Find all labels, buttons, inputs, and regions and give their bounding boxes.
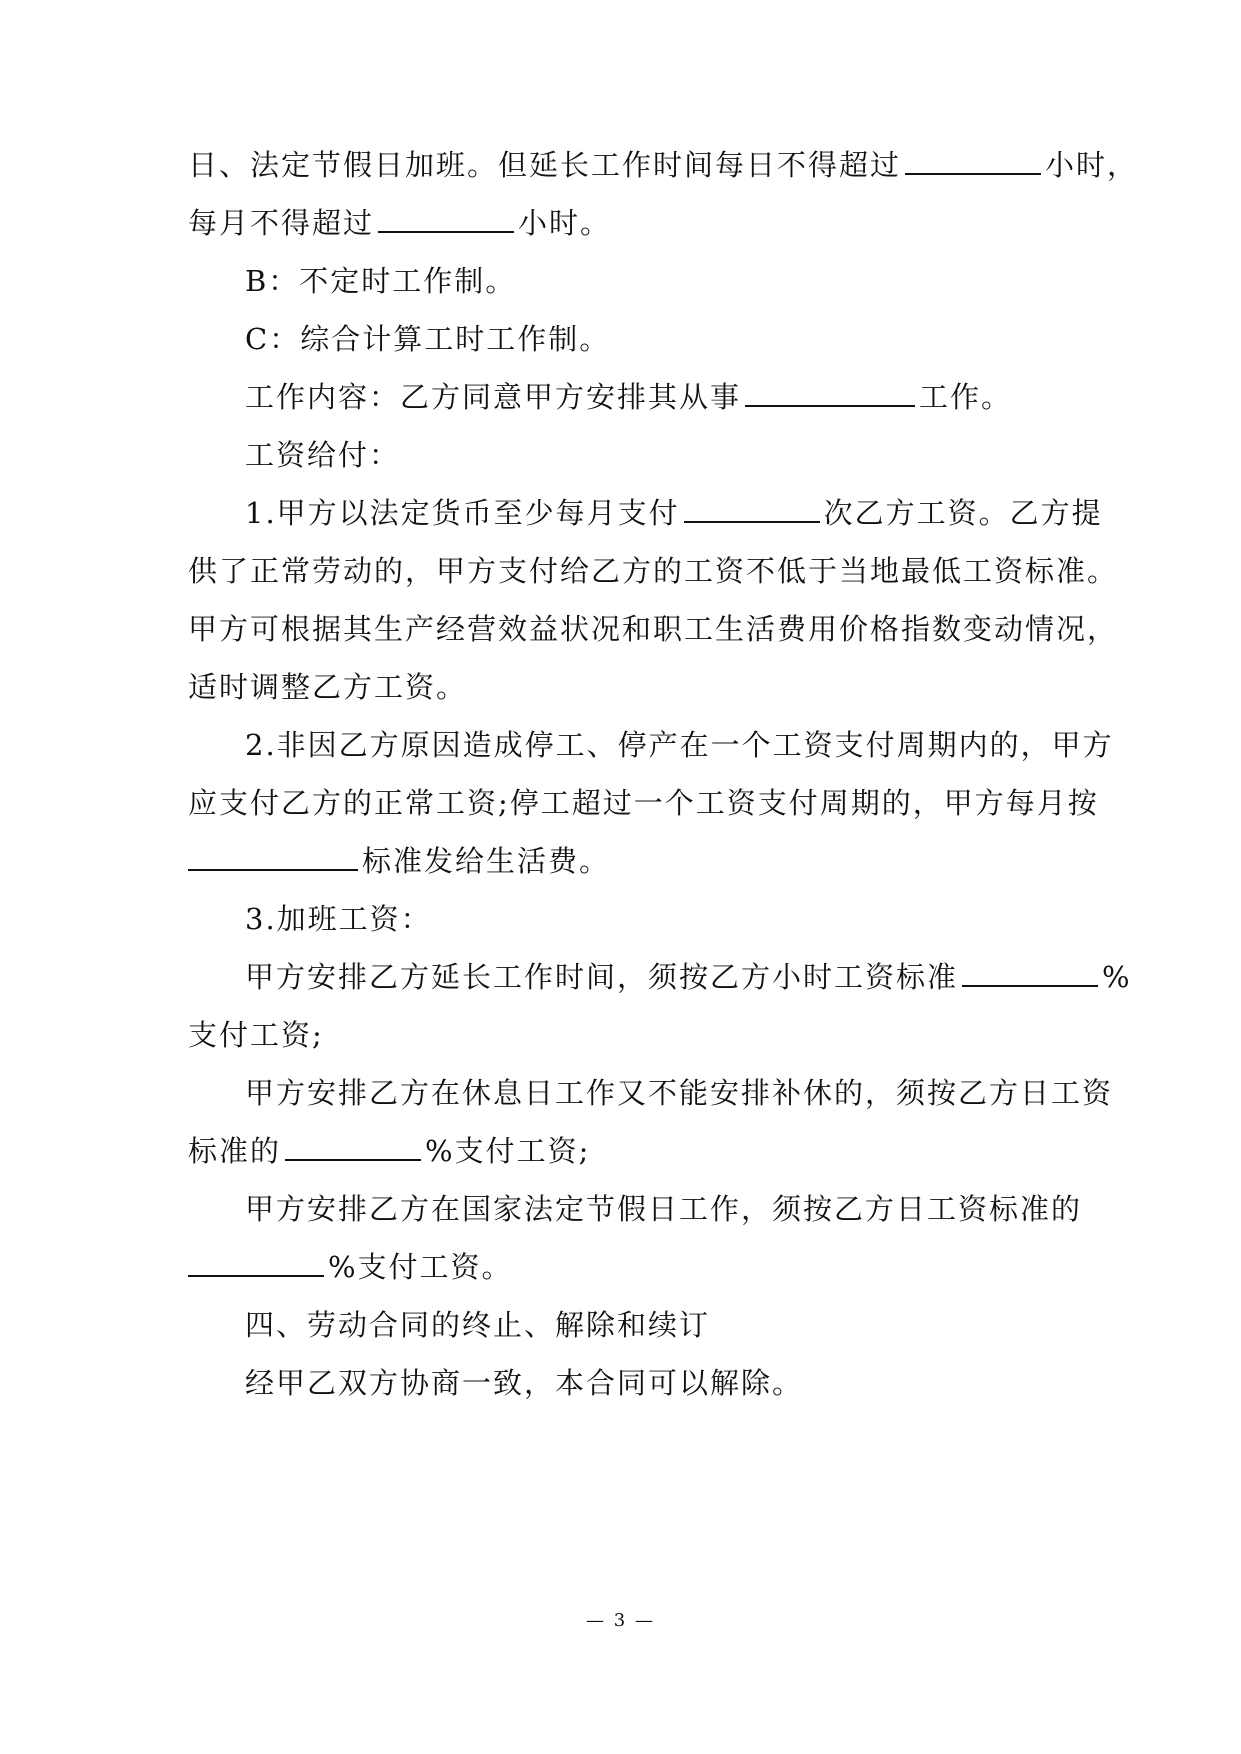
text-segment: B：不定时工作制。	[245, 264, 517, 298]
text-segment: 甲方安排乙方在休息日工作又不能安排补休的，须按乙方日工资	[245, 1076, 1114, 1110]
text-segment: 小时。	[518, 206, 612, 240]
text-segment: %	[1102, 960, 1132, 994]
text-segment: %支付工资。	[328, 1250, 513, 1284]
text-segment: 日、法定节假日加班。但延长工作时间每日不得超过	[188, 148, 902, 182]
text-segment: 甲方安排乙方在国家法定节假日工作，须按乙方日工资标准的	[245, 1192, 1083, 1226]
text-segment: 适时调整乙方工资。	[188, 670, 468, 704]
section-heading: 四、劳动合同的终止、解除和续订	[245, 1308, 711, 1342]
text-line	[188, 203, 611, 243]
text-segment: C：综合计算工时工作制。	[245, 322, 611, 356]
text-segment: 次乙方工资。乙方提	[823, 496, 1103, 530]
text-line	[188, 1247, 513, 1287]
text-segment: 1.甲方以法定货币至少每月支付	[245, 496, 680, 530]
text-line	[188, 1131, 590, 1171]
fill-in-blank	[285, 1131, 421, 1161]
fill-in-blank	[905, 145, 1041, 175]
text-segment: %支付工资;	[425, 1134, 591, 1168]
text-line	[245, 1363, 803, 1403]
text-segment: 小时，	[1045, 148, 1139, 182]
text-segment: 2.非因乙方原因造成停工、停产在一个工资支付周期内的，甲方	[245, 728, 1114, 762]
fill-in-blank	[684, 493, 820, 523]
text-segment: 标准发给生活费。	[362, 844, 611, 878]
text-segment: 供了正常劳动的，甲方支付给乙方的工资不低于当地最低工资标准。	[188, 554, 1119, 588]
text-line	[245, 899, 432, 939]
text-line	[245, 1189, 1082, 1229]
text-segment: 标准的	[188, 1134, 282, 1168]
page-number: — 3 —	[586, 1610, 655, 1631]
text-line	[245, 377, 1012, 417]
text-segment: 每月不得超过	[188, 206, 375, 240]
text-segment: 支付工资;	[188, 1018, 324, 1052]
section-heading: 3.加班工资：	[245, 902, 432, 936]
text-line	[188, 609, 1118, 649]
text-segment: 应支付乙方的正常工资;停工超过一个工资支付周期的，甲方每月按	[188, 786, 1099, 820]
section-heading: 工资给付：	[245, 438, 401, 472]
text-line	[245, 435, 400, 475]
text-line	[245, 493, 1103, 533]
text-segment: 工作内容：乙方同意甲方安排其从事	[245, 380, 742, 414]
text-segment: 甲方可根据其生产经营效益状况和职工生活费用价格指数变动情况，	[188, 612, 1119, 646]
text-line	[188, 145, 1138, 185]
fill-in-blank	[188, 1247, 324, 1277]
text-line	[188, 667, 467, 707]
text-segment: 甲方安排乙方延长工作时间，须按乙方小时工资标准	[245, 960, 959, 994]
fill-in-blank	[962, 957, 1098, 987]
text-line	[188, 551, 1118, 591]
text-line	[245, 319, 610, 359]
fill-in-blank	[378, 203, 514, 233]
text-segment: 工作。	[919, 380, 1013, 414]
text-line	[188, 1015, 324, 1055]
text-line	[245, 261, 516, 301]
text-line	[245, 957, 1132, 997]
fill-in-blank	[188, 841, 358, 871]
text-line	[245, 1073, 1113, 1113]
text-segment: 经甲乙双方协商一致，本合同可以解除。	[245, 1366, 804, 1400]
text-line	[188, 841, 610, 881]
fill-in-blank	[745, 377, 915, 407]
text-line	[245, 725, 1114, 765]
text-line	[245, 1305, 710, 1345]
text-line	[188, 783, 1099, 823]
